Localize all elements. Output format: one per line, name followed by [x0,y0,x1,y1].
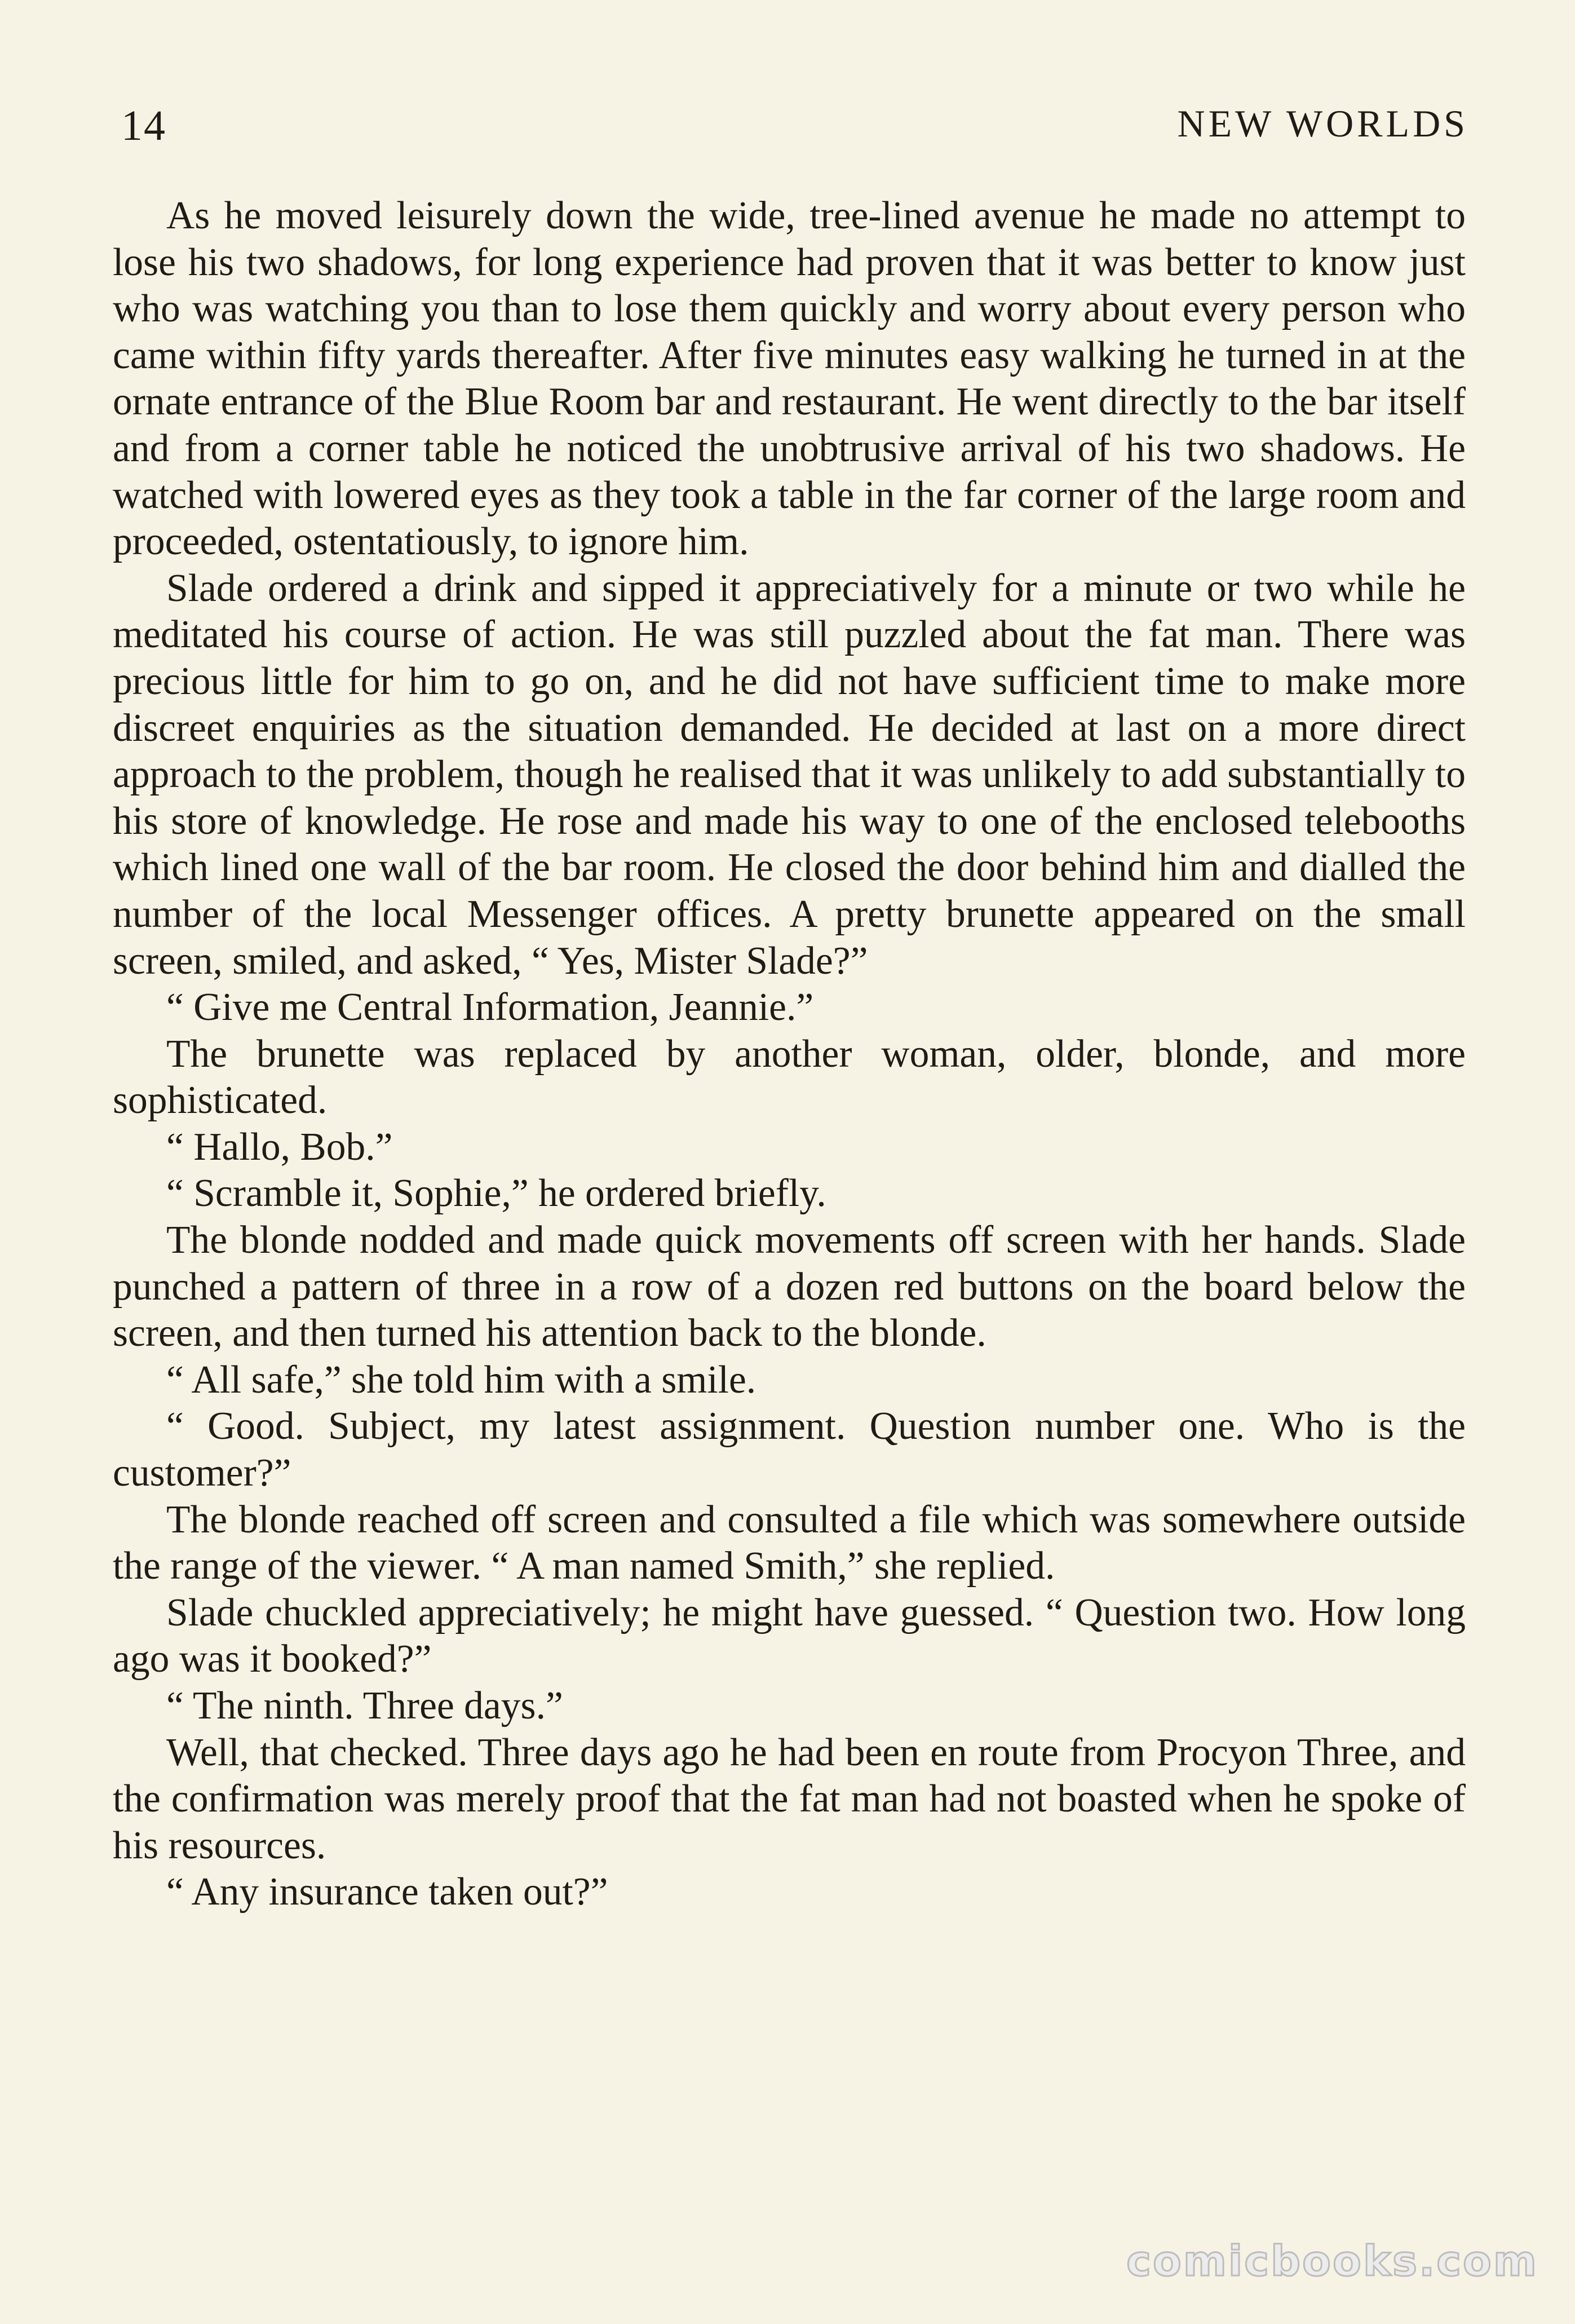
paragraph: “ Scramble it, Sophie,” he ordered briefly. [166,1172,826,1216]
running-title: NEW WORLDS [1177,102,1468,145]
paragraph: “ All safe,” she told him with a smile. [166,1358,756,1402]
page-header [121,101,1468,164]
page-number: 14 [121,102,166,149]
paragraph: The brunette was replaced by another woman, older, blonde, and more sophisticated. [113,1032,1466,1123]
paragraph: “ Any insurance taken out?” [166,1870,608,1914]
paragraph: Well, that checked. Three days ago he had been en route from Procyon Three, and the confirmation was merely proof that the fat man had not boasted when he spoke of his resources. [113,1730,1466,1867]
paragraph: “ The ninth. Three days.” [166,1684,563,1727]
watermark: comicbooks.com [1126,2237,1538,2286]
paragraph: “ Good. Subject, my latest assignment. Question number one. Who is the customer?” [113,1404,1466,1495]
paragraph: The blonde reached off screen and consulted a file which was somewhere outside the range of the viewer. “ A man named Smith,” she replied. [113,1497,1466,1588]
paragraph: Slade ordered a drink and sipped it appreciatively for a minute or two while he meditated his course of action. He was still puzzled about the fat man. There was precious little for him to go on, and he did not have sufficient time to make more discreet enquiries as the situation demanded. He decided at last on a more direct approach to the problem, though he realised that it was unlikely to add substantially to his store of knowledge. He rose and made his way to one of the enclosed telebooths which lined one wall of the bar room. He closed the door behind him and dialled the number of the local Messenger offices. A pretty brunette appeared on the small screen, smiled, and asked, “ Yes, Mister Slade?” [113,566,1466,983]
paragraph: “ Give me Central Information, Jeannie.” [166,986,814,1030]
paragraph: “ Hallo, Bob.” [166,1125,393,1169]
body-text [113,193,1466,1916]
paragraph: The blonde nodded and made quick movements off screen with her hands. Slade punched a pattern of three in a row of a dozen red buttons on the board below the screen, and then turned his attention back to the blonde. [113,1218,1466,1355]
paragraph: Slade chuckled appreciatively; he might have guessed. “ Question two. How long ago was it booked?” [113,1590,1466,1681]
paragraph: As he moved leisurely down the wide, tree-lined avenue he made no attempt to lose his two shadows, for long experience had proven that it was better to know just who was watching you than to lose them quickly and worry about every person who came within fifty yards thereafter. After five minutes easy walking he turned in at the ornate entrance of the Blue Room bar and restaurant. He went directly to the bar itself and from a corner table he noticed the unobtrusive arrival of his two shadows. He watched with lowered eyes as they took a table in the far corner of the large room and proceeded, ostentatiously, to ignore him. [113,194,1466,564]
